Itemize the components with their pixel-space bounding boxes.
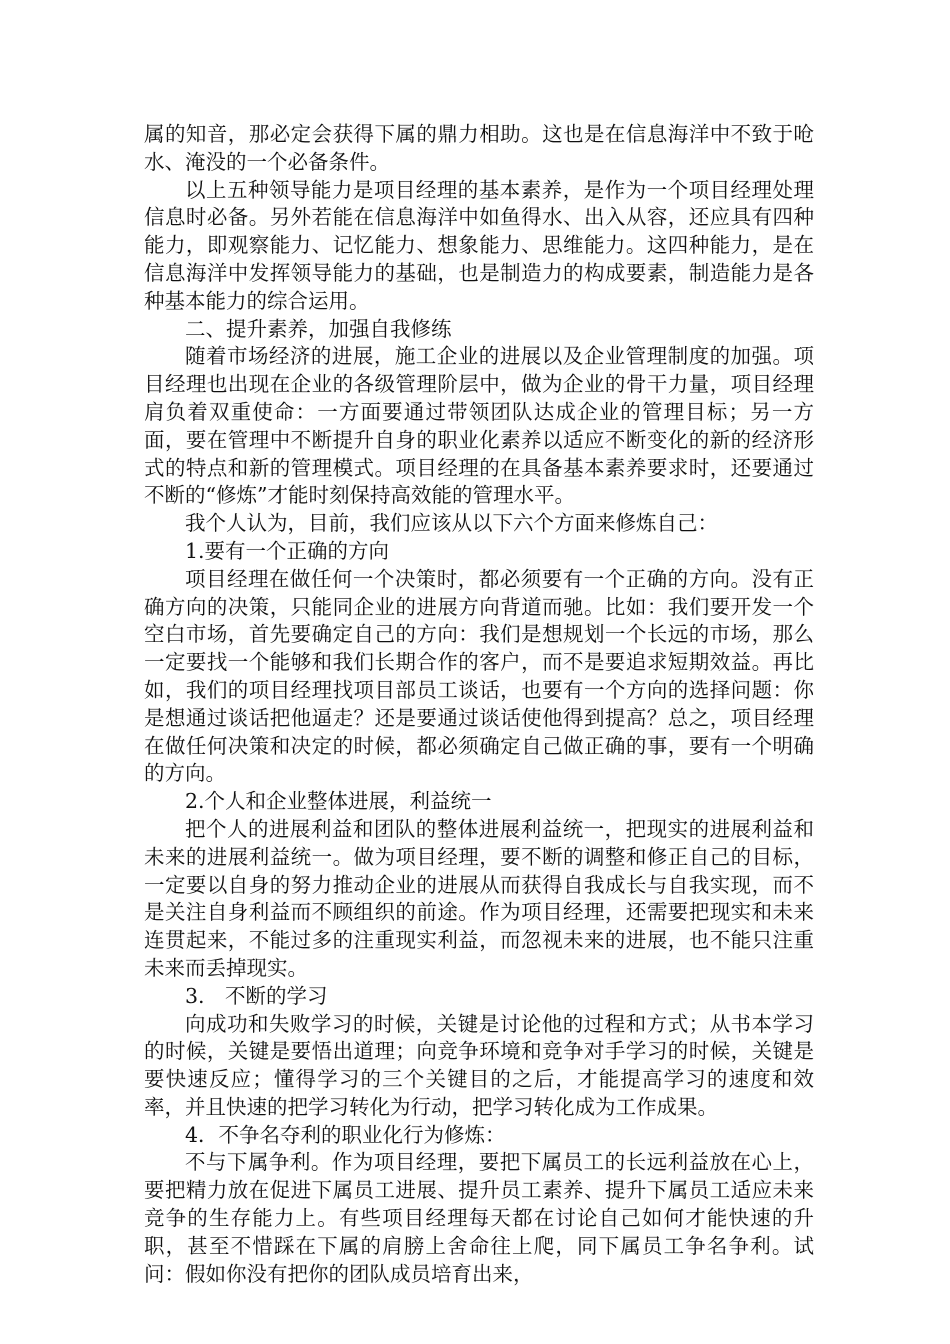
paragraph-1: 属的知音，那必定会获得下属的鼎力相助。这也是在信息海洋中不致于呛水、淹没的一个必备条件。 bbox=[144, 122, 814, 174]
subheading-1: 1.要有一个正确的方向 bbox=[185, 538, 390, 563]
paragraph-4: 我个人认为，目前，我们应该从以下六个方面来修炼自己： bbox=[185, 511, 718, 536]
document-body bbox=[144, 121, 814, 1288]
subheading-4: 4．不争名夺利的职业化行为修炼： bbox=[185, 1122, 506, 1147]
section-heading-2: 二、提升素养，加强自我修练 bbox=[185, 316, 452, 341]
paragraph-7: 向成功和失败学习的时候，关键是讨论他的过程和方式；从书本学习的时候，关键是要悟出道理；向竞争环境和竞争对手学习的时候，关键是要快速反应；懂得学习的三个关键目的之后，才能提高学习的速度和效率，并且快速的把学习转化为行动，把学习转化成为工作成果。 bbox=[144, 1011, 814, 1119]
paragraph-3: 随着市场经济的进展，施工企业的进展以及企业管理制度的加强。项目经理也出现在企业的各级管理阶层中，做为企业的骨干力量，项目经理肩负着双重使命：一方面要通过带领团队达成企业的管理目标；另一方面，要在管理中不断提升自身的职业化素养以适应不断变化的新的经济形式的特点和新的管理模式。项目经理的在具备基本素养要求时，还要通过不断的“修炼”才能时刻保持高效能的管理水平。 bbox=[144, 344, 814, 508]
subheading-2: 2.个人和企业整体进展，利益统一 bbox=[185, 789, 492, 814]
paragraph-5: 项目经理在做任何一个决策时，都必须要有一个正确的方向。没有正确方向的决策，只能同企业的进展方向背道而驰。比如：我们要开发一个空白市场，首先要确定自己的方向：我们是想规划一个长远的市场，那么一定要找一个能够和我们长期合作的客户，而不是要追求短期效益。再比如，我们的项目经理找项目部员工谈话，也要有一个方向的选择问题：你是想通过谈话把他逼走？还是要通过谈话使他得到提高？总之，项目经理在做任何决策和决定的时候，都必须确定自己做正确的事，要有一个明确的方向。 bbox=[144, 566, 814, 786]
paragraph-2: 以上五种领导能力是项目经理的基本素养，是作为一个项目经理处理信息时必备。另外若能在信息海洋中如鱼得水、出入从容，还应具有四种能力，即观察能力、记忆能力、想象能力、思维能力。这四种能力，是在信息海洋中发挥领导能力的基础，也是制造力的构成要素，制造能力是各种基本能力的综合运用。 bbox=[144, 177, 814, 313]
subheading-3: 3. 不断的学习 bbox=[185, 983, 328, 1008]
paragraph-8: 不与下属争利。作为项目经理，要把下属员工的长远利益放在心上，要把精力放在促进下属员工进展、提升员工素养、提升下属员工适应未来竞争的生存能力上。有些项目经理每天都在讨论自己如何才能快速的升职，甚至不惜踩在下属的肩膀上舍命往上爬，同下属员工争名争利。试问：假如你没有把你的团队成员培育出来， bbox=[144, 1150, 814, 1286]
paragraph-6: 把个人的进展利益和团队的整体进展利益统一，把现实的进展利益和未来的进展利益统一。做为项目经理，要不断的调整和修正自己的目标，一定要以自身的努力推动企业的进展从而获得自我成长与自我实现，而不是关注自身利益而不顾组织的前途。作为项目经理，还需要把现实和未来连贯起来，不能过多的注重现实利益，而忽视未来的进展，也不能只注重未来而丢掉现实。 bbox=[144, 816, 814, 980]
